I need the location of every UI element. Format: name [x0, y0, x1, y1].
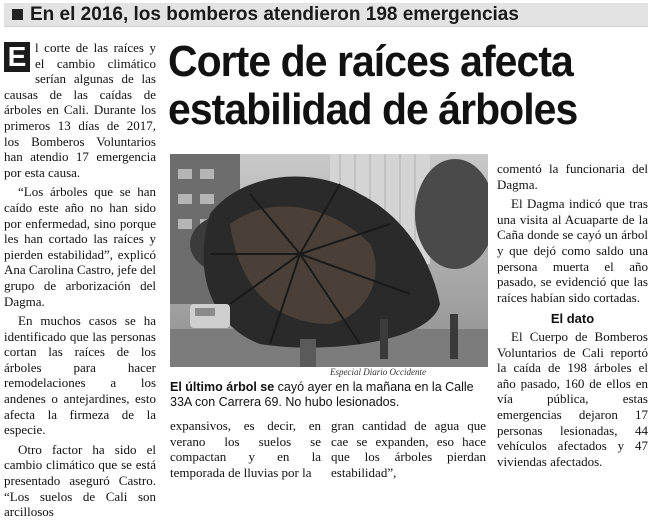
lead-text: l corte de las raíces y el cambio climático serían algunas de las causas de las caídas de árboles en Cali. Durante los primeros 13 días de 2017, los Bomberos Voluntarios han atendio 17 emergencia por esta causa. — [4, 40, 156, 180]
photo-caption — [170, 380, 492, 410]
dropcap: E — [4, 42, 30, 72]
article-column-1 — [4, 40, 156, 524]
headline: Corte de raíces afecta estabilidad de árboles — [168, 37, 578, 134]
caption-lead: El último árbol se — [170, 380, 275, 394]
paragraph: comentó la funcionaria del Dagma. — [497, 161, 648, 192]
kicker-text: En el 2016, los bomberos atendieron 198 emergencias — [30, 4, 519, 25]
paragraph: En muchos casos se ha identificado que las personas cortan las raíces de los árboles para hacer remodelaciones a los andenes o antejardines, esto afecta la firmeza de la especie. — [4, 313, 156, 438]
paragraph: El Cuerpo de Bomberos Voluntarios de Cali reportó la caída de 198 árboles el año pasado, 160 de ellos en vía pública, estas emergencias dejaron 17 personas lesionadas, 44 vehículos afectados y 47 viviendas afectados. — [497, 328, 648, 469]
paragraph: “Los árboles que se han caído este año no han sido por enfermedad, sino porque les han cortado las raíces y pierden estabilidad”, explicó Ana Carolina Castro, jefe del grupo de arborización del Dagma. — [4, 184, 156, 309]
fallen-tree-image — [170, 154, 488, 367]
photo-credit: Especial Diario Occidente — [330, 367, 426, 377]
article-column-4 — [497, 161, 648, 473]
paragraph: Otro factor ha sido el cambio climático que se está presentado aseguró Castro. “Los suelos de Cali son arcillosos — [4, 441, 156, 520]
kicker-bullet-icon — [12, 9, 23, 20]
el-dato-subhead: El dato — [550, 311, 595, 327]
fallen-tree-photo — [170, 154, 488, 367]
article-column-3 — [331, 418, 486, 484]
lead-paragraph — [4, 40, 156, 180]
paragraph: gran cantidad de agua que cae se expanden, eso hace que los árboles pierdan estabilidad”, — [331, 418, 486, 480]
kicker-bar — [4, 3, 648, 27]
paragraph: expansivos, es decir, en verano los suelos se compactan y en la temporada de lluvias por la — [170, 418, 321, 480]
paragraph: El Dagma indicó que tras una visita al Acuaparte de la Caña donde se cayó un árbol y que dejó como saldo una persona muerta el año pasado, se evidenció que las raíces habían sido cortadas. — [497, 196, 648, 305]
article-column-2 — [170, 418, 321, 484]
caption-text: cayó ayer en la mañana en la Calle 33A con Carrera 69. No hubo lesionados. — [170, 380, 474, 409]
